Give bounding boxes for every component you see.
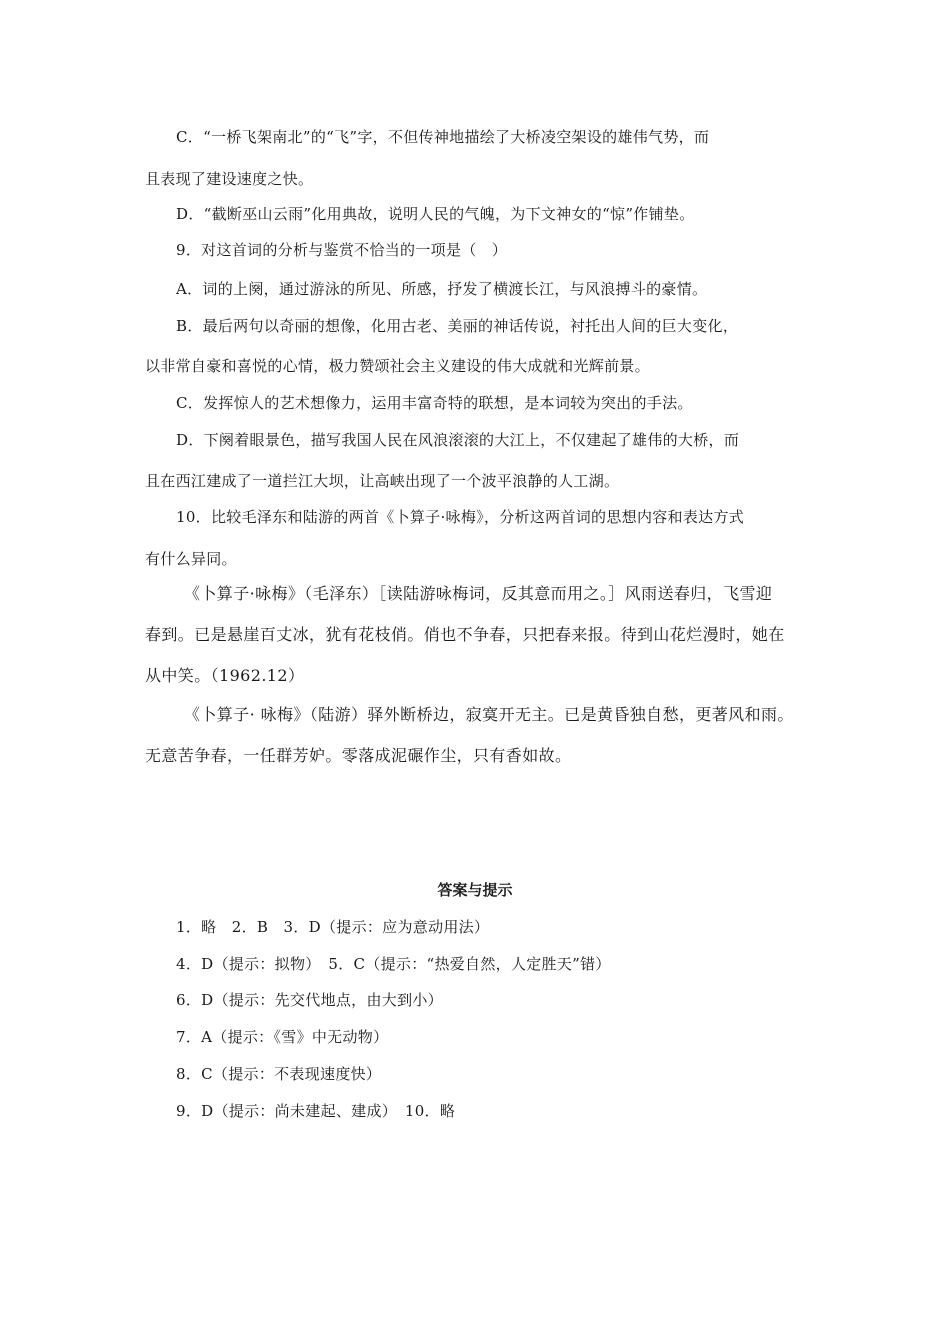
answer-7: 7．A（提示：《雪》中无动物）: [176, 1028, 389, 1046]
q9-option-b-line2: 以非常自豪和喜悦的心情，极力赞颂社会主义建设的伟大成就和光辉前景。: [145, 357, 650, 375]
q9-option-d-line2: 且在西江建成了一道拦江大坝，让高峡出现了一个波平浪静的人工湖。: [145, 472, 620, 490]
answer-6: 6．D（提示：先交代地点，由大到小）: [176, 991, 443, 1009]
poem-lu-line2: 无意苦争春，一任群芳妒。零落成泥碾作尘，只有香如故。: [145, 746, 572, 765]
poem-mao-line1: 《卜算子·咏梅》（毛泽东）［读陆游咏梅词，反其意而用之。］风雨送春归，飞雪迎: [184, 584, 773, 603]
q9-option-b-line1: B．最后两句以奇丽的想像，化用古老、美丽的神话传说，衬托出人间的巨大变化，: [176, 317, 739, 335]
q10-stem-line2: 有什么异同。: [145, 550, 237, 568]
q9-stem: 9．对这首词的分析与鉴赏不恰当的一项是（ ）: [176, 241, 508, 259]
q10-stem-line1: 10．比较毛泽东和陆游的两首《卜算子·咏梅》，分析这两首词的思想内容和表达方式: [176, 508, 745, 526]
q8-option-d: D．“截断巫山云雨”化用典故，说明人民的气魄，为下文神女的“惊”作铺垫。: [176, 205, 695, 223]
answer-8: 8．C（提示：不表现速度快）: [176, 1065, 382, 1083]
q9-option-c: C．发挥惊人的艺术想像力，运用丰富奇特的联想，是本词较为突出的手法。: [176, 394, 693, 412]
answer-4-5: 4．D（提示：拟物） 5．C（提示：“热爱自然，人定胜天”错）: [176, 955, 611, 973]
poem-lu-line1: 《卜算子· 咏梅》（陆游）驿外断桥边，寂寞开无主。已是黄昏独自愁，更著风和雨。: [184, 705, 794, 724]
answer-1-3: 1．略 2．B 3．D（提示：应为意动用法）: [176, 918, 490, 936]
answer-9-10: 9．D（提示：尚未建起、建成） 10．略: [176, 1102, 456, 1120]
q9-option-a: A．词的上阕，通过游泳的所见、所感，抒发了横渡长江，与风浪搏斗的豪情。: [176, 280, 708, 298]
q8-option-c-line2: 且表现了建设速度之快。: [145, 170, 314, 188]
q9-option-d-line1: D．下阕着眼景色，描写我国人民在风浪滚滚的大江上，不仅建起了雄伟的大桥，而: [176, 431, 740, 449]
poem-mao-line3: 从中笑。（1962.12）: [145, 666, 305, 685]
q8-option-c-line1: C．“一桥飞架南北”的“飞”字，不但传神地描绘了大桥凌空架设的雄伟气势，而: [176, 128, 710, 146]
poem-mao-line2: 春到。已是悬崖百丈冰，犹有花枝俏。俏也不争春，只把春来报。待到山花烂漫时，她在: [145, 625, 785, 644]
answers-heading: 答案与提示: [437, 881, 513, 899]
